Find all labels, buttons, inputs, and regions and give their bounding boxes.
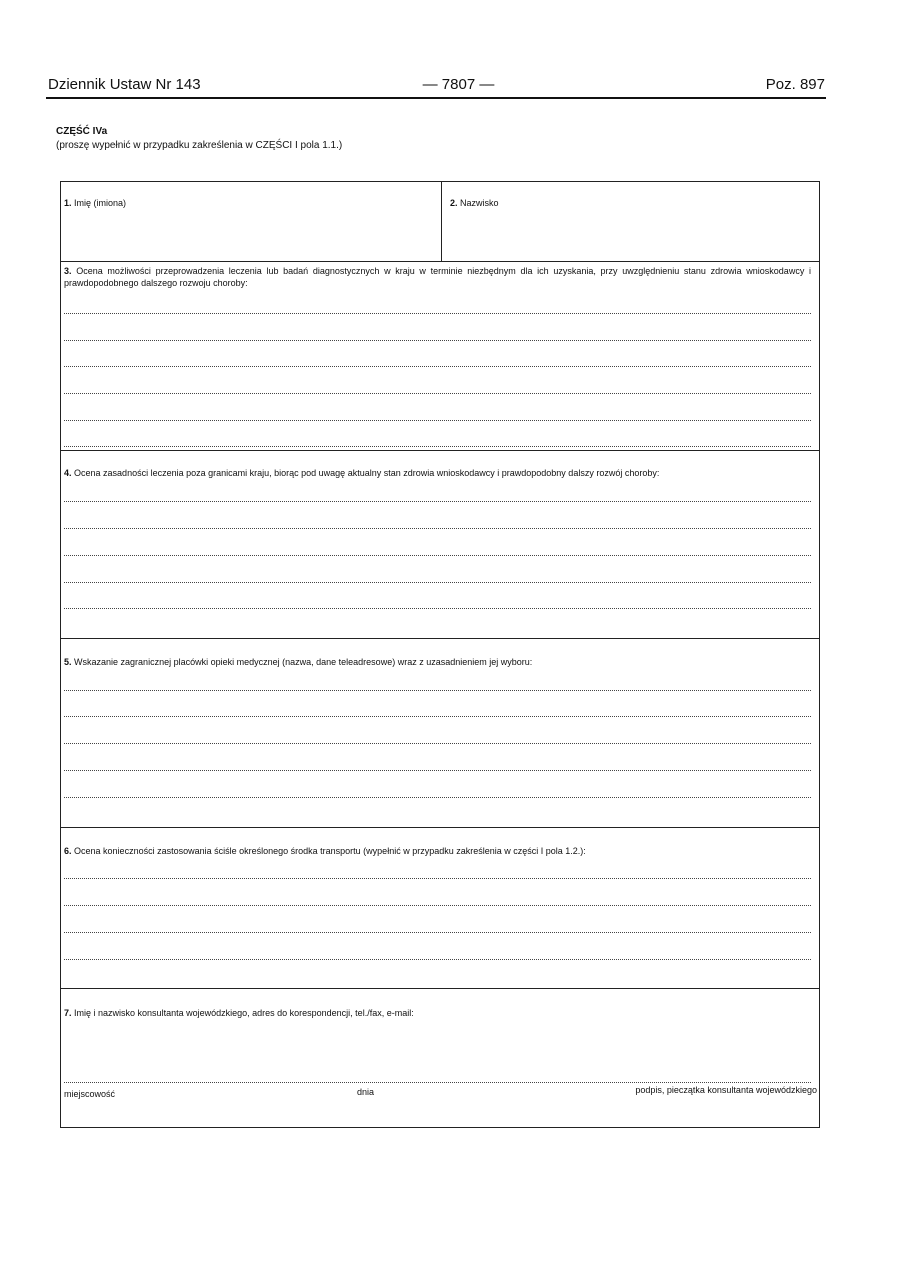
section-7-label: 7. Imię i nazwisko konsultanta wojewódzkiego, adres do korespondencji, tel./fax, e-mail: [64, 1008, 414, 1018]
section-3-label: 3. Ocena możliwości przeprowadzenia leczenia lub badań diagnostycznych w kraju w terminie niezbędnym dla ich uzyskania, przy uwzględnieniu stanu zdrowia wnioskodawcy i prawdopodobnego dalszego rozwoju choroby: [64, 266, 811, 288]
page-number: — 7807 — [422, 76, 495, 93]
section-5-line-5[interactable] [64, 797, 811, 798]
part-title: CZĘŚĆ IVa [56, 126, 108, 137]
first-name-label: 1. Imię (imiona) [64, 198, 127, 208]
last-name-label: 2. Nazwisko [450, 198, 499, 208]
form-table [60, 181, 820, 1128]
section-5-label: 5. Wskazanie zagranicznej placówki opieki medycznej (nazwa, dane teleadresowe) wraz z uzasadnieniem jej wyboru: [64, 657, 533, 667]
section-5-line-2[interactable] [64, 716, 811, 717]
section-3-line-1[interactable] [64, 313, 811, 314]
date-label: dnia [357, 1087, 375, 1097]
name-row [61, 182, 819, 262]
section-3-line-6[interactable] [64, 446, 811, 447]
column-divider [441, 182, 442, 262]
section-6-label: 6. Ocena konieczności zastosowania ściśle określonego środka transportu (wypełnić w przypadku zakreślenia w części I pola 1.2.): [64, 846, 586, 856]
section-6-line-4[interactable] [64, 959, 811, 960]
section-3-line-2[interactable] [64, 340, 811, 341]
section-7 [61, 989, 819, 1127]
position-number: Poz. 897 [765, 76, 825, 93]
section-4-line-5[interactable] [64, 608, 811, 609]
section-4-line-1[interactable] [64, 501, 811, 502]
section-3-line-5[interactable] [64, 420, 811, 421]
section-5-line-3[interactable] [64, 743, 811, 744]
section-3-line-4[interactable] [64, 393, 811, 394]
section-5-line-4[interactable] [64, 770, 811, 771]
section-4-label: 4. Ocena zasadności leczenia poza granicami kraju, biorąc pod uwagę aktualny stan zdrowia wnioskodawcy i prawdopodobny dalszy rozwój choroby: [64, 468, 660, 478]
journal-title: Dziennik Ustaw Nr 143 [48, 76, 201, 93]
section-6 [61, 828, 819, 989]
signature-line[interactable] [64, 1082, 811, 1083]
section-3 [61, 262, 819, 451]
section-5 [61, 639, 819, 828]
section-6-line-2[interactable] [64, 905, 811, 906]
section-3-line-3[interactable] [64, 366, 811, 367]
section-6-line-3[interactable] [64, 932, 811, 933]
section-6-line-1[interactable] [64, 878, 811, 879]
section-4 [61, 451, 819, 639]
signature-label: podpis, pieczątka konsultanta wojewódzkiego [635, 1085, 817, 1095]
header-rule [46, 97, 826, 99]
part-note: (proszę wypełnić w przypadku zakreślenia w CZĘŚCI I pola 1.1.) [56, 140, 343, 151]
section-4-line-4[interactable] [64, 582, 811, 583]
place-label: miejscowość [64, 1089, 116, 1099]
section-5-line-1[interactable] [64, 690, 811, 691]
section-4-line-3[interactable] [64, 555, 811, 556]
section-4-line-2[interactable] [64, 528, 811, 529]
